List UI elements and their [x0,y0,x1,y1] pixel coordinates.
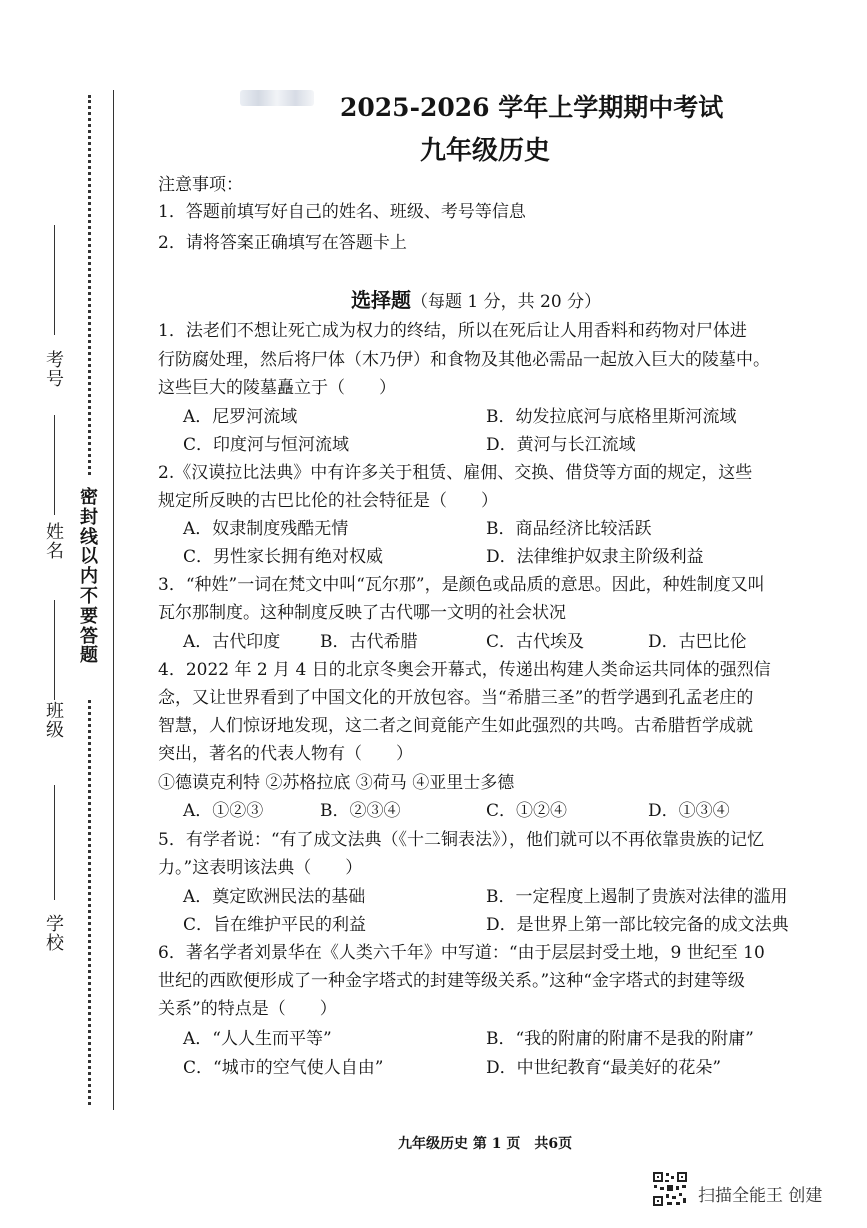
question-4-stem-line: ①德谟克利特 ②苏格拉底 ③荷马 ④亚里士多德 [158,773,515,793]
scanner-watermark: 扫描全能王 创建 [698,1186,823,1206]
question-1-option-d: D．黄河与长江流域 [486,435,636,455]
scan-smudge [240,90,314,106]
question-5-option-b: B．一定程度上遏制了贵族对法律的滥用 [486,887,788,907]
question-2-stem-line: 2.《汉谟拉比法典》中有许多关于租赁、雇佣、交换、借贷等方面的规定，这些 [158,463,753,483]
question-2-option-d: D．法律维护奴隶主阶级利益 [486,547,704,567]
notes-heading: 注意事项： [158,175,243,195]
question-5-stem-line: 5．有学者说：“有了成文法典（《十二铜表法》），他们就可以不再依靠贵族的记忆 [158,830,765,850]
seal-dotted-line-top [88,95,91,475]
question-1-stem-line: 这些巨大的陵墓矗立于（ ） [158,378,396,398]
section-scoring: （每题 1 分，共 20 分） [411,292,602,312]
question-5-option-c: C．旨在维护平民的利益 [183,915,367,935]
question-3-option-d: D．古巴比伦 [648,632,747,652]
question-6-option-b: B．“我的附庸的附庸不是我的附庸” [486,1029,754,1049]
question-3-option-c: C．古代埃及 [486,632,585,652]
exam-number-line [54,225,55,335]
class-label: 班级 [46,701,64,741]
question-2-stem-line: 规定所反映的古巴比伦的社会特征是（ ） [158,491,498,511]
question-4-stem-line: 突出，著名的代表人物有（ ） [158,744,413,764]
question-2-option-a: A．奴隶制度残酷无情 [183,519,349,539]
question-3-stem-line: 瓦尔那制度。这种制度反映了古代哪一文明的社会状况 [158,603,566,623]
question-4-stem-line: 4．2022 年 2 月 4 日的北京冬奥会开幕式，传递出构建人类命运共同体的强烈信 [158,660,771,680]
question-3-stem-line: 3．“种姓”一词在梵文中叫“瓦尔那”，是颜色或品质的意思。因此，种姓制度又叫 [158,575,765,595]
question-6-option-a: A．“人人生而平等” [183,1029,332,1049]
name-line [54,415,55,515]
question-6-option-c: C．“城市的空气使人自由” [183,1058,384,1078]
note-item: 1．答题前填写好自己的姓名、班级、考号等信息 [158,202,526,222]
question-4-option-c: C．①②④ [486,801,568,821]
qr-code-icon [652,1171,688,1207]
school-line [54,785,55,900]
question-4-stem-line: 念，又让世界看到了中国文化的开放包容。当“希腊三圣”的哲学遇到孔孟老庄的 [158,688,754,708]
question-5-option-d: D．是世界上第一部比较完备的成文法典 [486,915,789,935]
name-label: 姓名 [46,522,64,562]
question-3-option-b: B．古代希腊 [320,632,418,652]
seal-dotted-line-bottom [88,700,91,1105]
binding-margin-line [113,90,114,1110]
class-line [54,600,55,700]
exam-number-label: 考号 [46,350,64,390]
question-1-stem-line: 行防腐处理，然后将尸体（木乃伊）和食物及其他必需品一起放入巨大的陵墓中。 [158,350,770,370]
question-1-option-a: A．尼罗河流域 [183,407,298,427]
section-heading [351,284,601,313]
question-6-stem-line: 世纪的西欧便形成了一种金字塔式的封建等级关系。”这种“金字塔式的封建等级 [158,971,745,991]
question-4-stem-line: 智慧，人们惊讶地发现，这二者之间竟能产生如此强烈的共鸣。古希腊哲学成就 [158,716,753,736]
question-1-stem-line: 1．法老们不想让死亡成为权力的终结，所以在死后让人用香料和药物对尸体进 [158,321,747,341]
question-1-option-b: B．幼发拉底河与底格里斯河流域 [486,407,737,427]
question-4-option-a: A．①②③ [183,801,264,821]
question-6-stem-line: 6．著名学者刘景华在《人类六千年》中写道：“由于层层封受土地，9 世纪至 10 [158,943,765,963]
note-item: 2．请将答案正确填写在答题卡上 [158,233,407,253]
question-2-option-b: B．商品经济比较活跃 [486,519,652,539]
question-4-option-b: B．②③④ [320,801,401,821]
question-4-option-d: D．①③④ [648,801,730,821]
section-title: 选择题 [351,288,411,312]
question-3-option-a: A．古代印度 [183,632,281,652]
exam-subject: 九年级历史 [420,136,551,166]
seal-line-notice: 密封线以内不要答题 [80,487,98,667]
school-label: 学校 [46,914,64,954]
page-footer: 九年级历史 第 1 页 共6页 [398,1136,573,1152]
question-5-option-a: A．奠定欧洲民法的基础 [183,887,366,907]
question-5-stem-line: 力。”这表明该法典（ ） [158,858,363,878]
question-6-option-d: D．中世纪教育“最美好的花朵” [486,1058,722,1078]
question-2-option-c: C．男性家长拥有绝对权威 [183,547,384,567]
exam-title: 2025-2026 学年上学期期中考试 [340,93,724,122]
question-6-stem-line: 关系”的特点是（ ） [158,999,337,1019]
question-1-option-c: C．印度河与恒河流域 [183,435,350,455]
